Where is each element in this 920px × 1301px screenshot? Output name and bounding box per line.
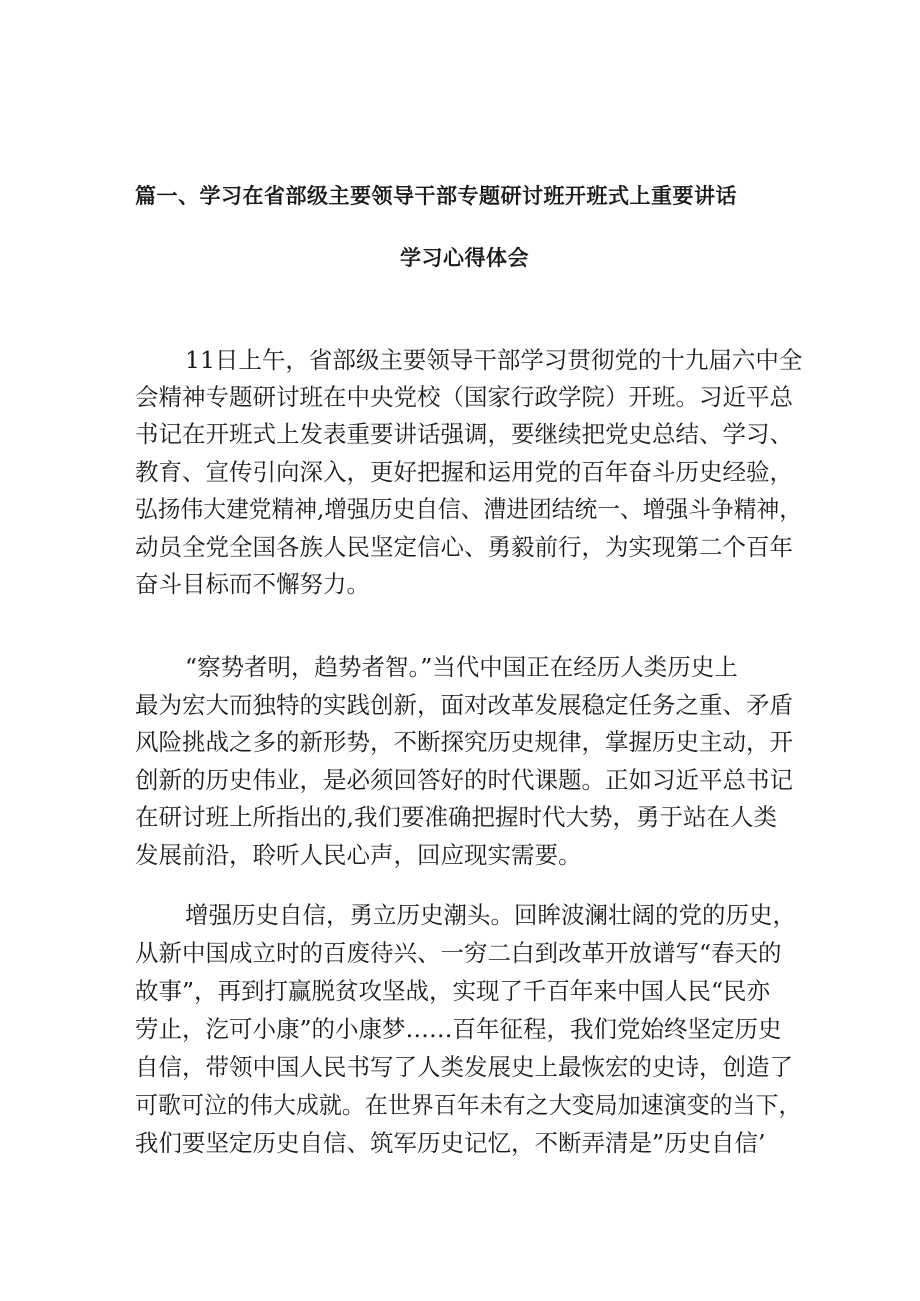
paragraph-line: 会精神专题研讨班在中央党校（国家行政学院）开班。习近平总 — [135, 383, 793, 411]
paragraph-line: 创新的历史伟业，是必须回答好的时代课题。正如习近平总书记 — [135, 766, 793, 794]
paragraph-line: 动员全党全国各族人民坚定信心、勇毅前行，为实现第二个百年 — [135, 533, 793, 561]
paragraph-line: 最为宏大而独特的实践创新，面对改革发展稳定任务之重、矛盾 — [135, 691, 793, 719]
paragraph-line: 可歌可泣的伟大成就。在世界百年未有之大变局加速演变的当下， — [135, 1091, 802, 1119]
paragraph-line: 书记在开班式上发表重要讲话强调，要继续把党史总结、学习、 — [135, 420, 793, 448]
paragraph-line: 奋斗目标而不懈努力。 — [135, 570, 370, 598]
paragraph-line: 弘扬伟大建党精神,增强历史自信、漕进团结统一、增强斗争精神， — [135, 495, 803, 523]
paragraph-line: 在研讨班上所指出的,我们要准确把握时代大势，勇于站在人类 — [135, 803, 777, 831]
paragraph-line: “察势者明，趋势者智。”当代中国正在经历人类历史上 — [185, 653, 738, 681]
document-title-line-1: 篇一、学习在省部级主要领导干部专题研讨班开班式上重要讲话 — [135, 184, 737, 208]
paragraph-line: 自信，带领中国人民书写了人类发展史上最恢宏的史诗，创造了 — [135, 1053, 793, 1081]
paragraph-line: 故事”，再到打赢脱贫攻坚战，实现了千百年来中国人民“民亦 — [135, 977, 771, 1005]
paragraph-line: 发展前沿，聆听人民心声，回应现实需要。 — [135, 841, 582, 869]
paragraph-line: 增强历史自信，勇立历史潮头。回眸波澜壮阔的党的历史， — [185, 901, 796, 929]
paragraph-line: 劳止，汔可小康”的小康梦……百年征程，我们党始终坚定历史 — [135, 1015, 782, 1043]
paragraph-line: 风险挑战之多的新形势，不断探究历史规律，掌握历史主动，开 — [135, 728, 793, 756]
paragraph-line: 我们要坚定历史自信、筑军历史记忆，不断弄清是”历史自信’ — [135, 1129, 766, 1157]
paragraph-line: 11日上午，省部级主要领导干部学习贯彻党的十九届六中全 — [185, 346, 803, 374]
document-title-line-2: 学习心得体会 — [400, 246, 529, 270]
paragraph-line: 教育、宣传引向深入，更好把握和运用党的百年奋斗历史经验， — [135, 458, 793, 486]
paragraph-line: 从新中国成立时的百废待兴、一穷二白到改革开放谱写“春天的 — [135, 939, 782, 967]
